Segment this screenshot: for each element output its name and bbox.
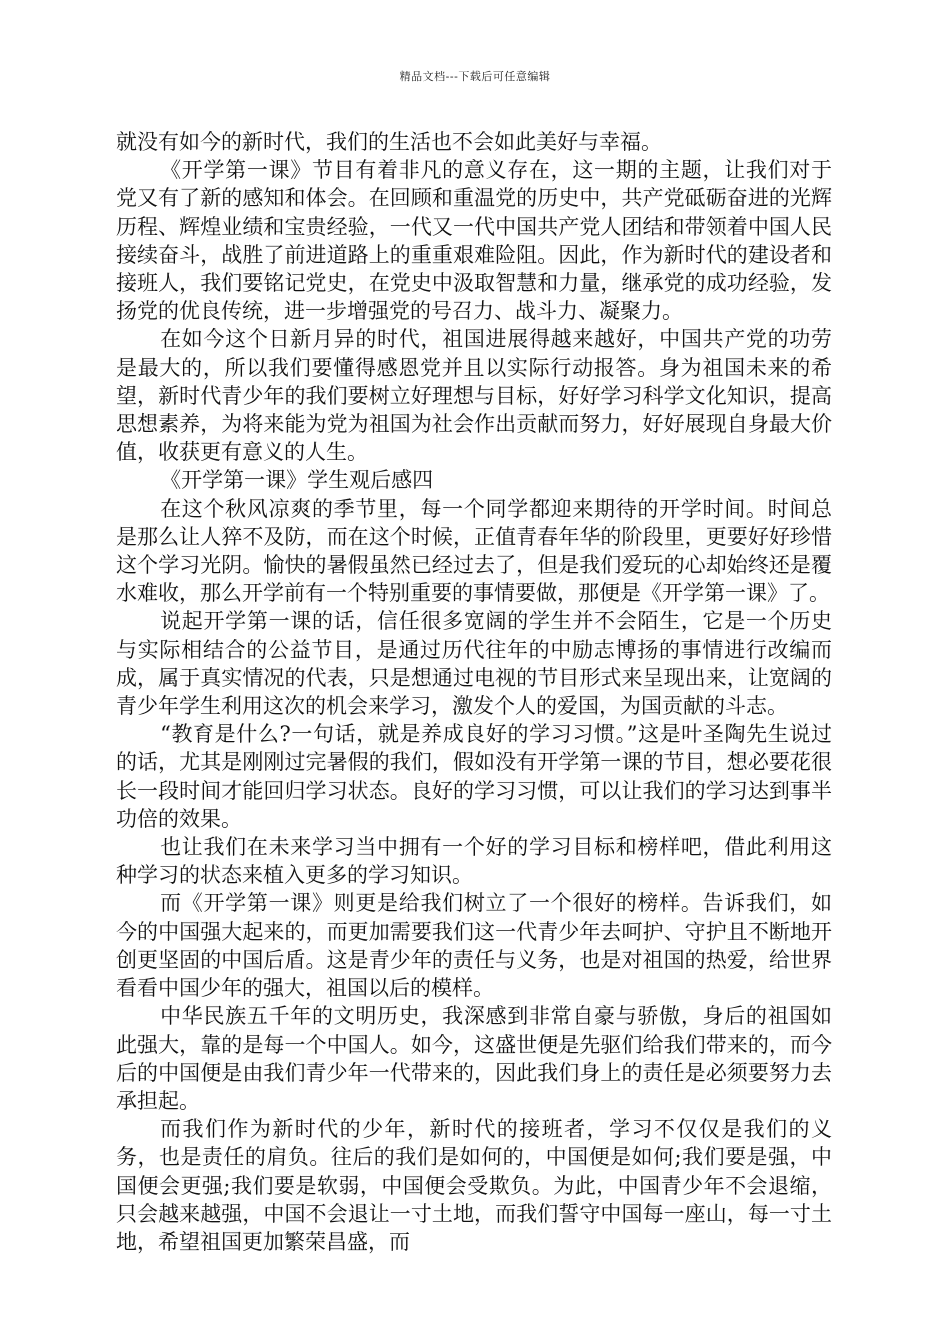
paragraph: 在如今这个日新月异的时代，祖国进展得越来越好，中国共产党的功劳是最大的，所以我们要懂得感恩党并且以实际行动报答。身为祖国未来的希望，新时代青少年的我们要树立好理想与目标，好好学习科学文化知识，提高思想素养，为将来能为党为祖国为社会作出贡献而努力，好好展现自身最大价值，收获更有意义的人生。	[116, 327, 832, 465]
paragraph: 而《开学第一课》则更是给我们树立了一个很好的榜样。告诉我们，如今的中国强大起来的，而更加需要我们这一代青少年去呵护、守护且不断地开创更坚固的中国后盾。这是青少年的责任与义务，也是对祖国的热爱，给世界看看中国少年的强大，祖国以后的模样。	[116, 891, 832, 1001]
section-heading: 《开学第一课》学生观后感四	[160, 468, 434, 493]
paragraph: 中华民族五千年的文明历史，我深感到非常自豪与骄傲，身后的祖国如此强大，靠的是每一个中国人。如今，这盛世便是先驱们给我们带来的，而今后的中国便是由我们青少年一代带来的，因此我们身上的责任是必须要努力去承担起。	[116, 1004, 832, 1113]
paragraph-continuation: 就没有如今的新时代，我们的生活也不会如此美好与幸福。	[116, 130, 662, 154]
paragraph: “教育是什么?一句话，就是养成良好的学习习惯。”这是叶圣陶先生说过的话，尤其是刚刚过完暑假的我们，假如没有开学第一课的节目，想必要花很长一段时间才能回归学习状态。良好的学习习惯，可以让我们的学习达到事半功倍的效果。	[116, 722, 832, 831]
paragraph: 也让我们在未来学习当中拥有一个好的学习目标和榜样吧，借此利用这种学习的状态来植入更多的学习知识。	[116, 835, 832, 888]
paragraph: 在这个秋风凉爽的季节里，每一个同学都迎来期待的开学时间。时间总是那么让人猝不及防，而在这个时候，正值青春年华的阶段里，更要好好珍惜这个学习光阴。愉快的暑假虽然已经过去了，但是我们爱玩的心却始终还是覆水难收，那么开学前有一个特别重要的事情要做，那便是《开学第一课》了。	[116, 496, 832, 606]
paragraph: 而我们作为新时代的少年，新时代的接班者，学习不仅仅是我们的义务，也是责任的肩负。往后的我们是如何的，中国便是如何;我们要是强，中国便会更强;我们要是软弱，中国便会受欺负。为此，中国青少年不会退缩，只会越来越强，中国不会退让一寸土地，而我们誓守中国每一座山，每一寸土地，希望祖国更加繁荣昌盛，而	[116, 1117, 832, 1254]
paragraph: 《开学第一课》节目有着非凡的意义存在，这一期的主题，让我们对于党又有了新的感知和体会。在回顾和重温党的历史中，共产党砥砺奋进的光辉历程、辉煌业绩和宝贵经验，一代又一代中国共产党人团结和带领着中国人民接续奋斗，战胜了前进道路上的重重艰难险阻。因此，作为新时代的建设者和接班人，我们要铭记党史，在党史中汲取智慧和力量，继承党的成功经验，发扬党的优良传统，进一步增强党的号召力、战斗力、凝聚力。	[116, 158, 832, 324]
page-header: 精品文档---下载后可任意编辑	[399, 70, 551, 83]
paragraph: 说起开学第一课的话，信任很多宽阔的学生并不会陌生，它是一个历史与实际相结合的公益节目，是通过历代往年的中励志博扬的事情进行改编而成，属于真实情况的代表，只是想通过电视的节目形式来呈现出来，让宽阔的青少年学生利用这次的机会来学习，激发个人的爱国，为国贡献的斗志。	[116, 609, 832, 719]
document-body	[116, 128, 832, 1256]
